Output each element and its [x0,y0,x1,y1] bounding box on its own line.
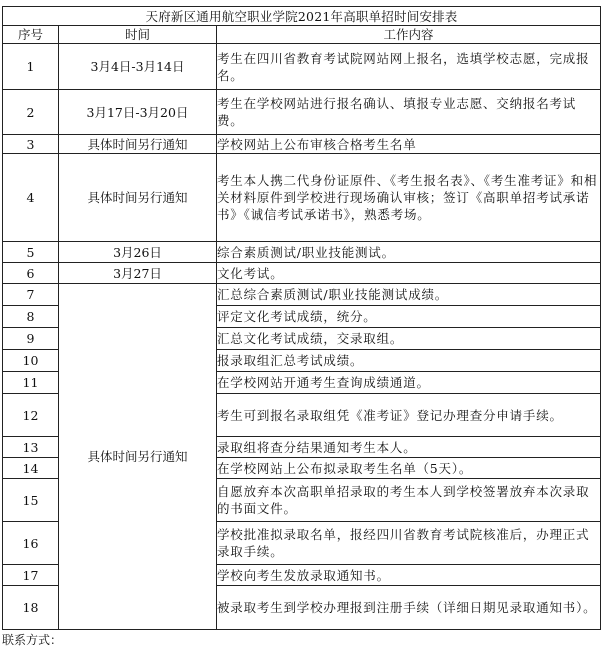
row-work: 在学校网站开通考生查询成绩通道。 [217,372,601,394]
table-row [3,90,601,135]
footnote: 联系方式： [2,633,63,647]
row-num: 15 [3,479,59,522]
row-time: 具体时间另行通知 [59,135,217,154]
row-num: 7 [3,284,59,306]
row-work: 考生在四川省教育考试院网站网上报名，选填学校志愿，完成报名。 [217,44,601,90]
row-num: 12 [3,394,59,437]
row-work: 评定文化考试成绩，统分。 [217,306,601,328]
row-work: 考生可到报名录取组凭《准考证》登记办理查分申请手续。 [217,394,601,437]
title-row [3,7,601,26]
table-row [3,154,601,242]
row-work: 学校向考生发放录取通知书。 [217,565,601,586]
row-num: 10 [3,350,59,372]
table-row [3,263,601,284]
row-work: 报录取组汇总考试成绩。 [217,350,601,372]
row-num: 16 [3,522,59,565]
header-work: 工作内容 [217,26,601,44]
row-num: 1 [3,44,59,90]
row-num: 8 [3,306,59,328]
row-time: 具体时间另行通知 [59,154,217,242]
row-num: 9 [3,328,59,350]
table-row [3,135,601,154]
row-time: 3月4日-3月14日 [59,44,217,90]
row-num: 4 [3,154,59,242]
row-work: 在学校网站上公布拟录取考生名单（5天）。 [217,458,601,479]
row-work: 考生在学校网站进行报名确认、填报专业志愿、交纳报名考试费。 [217,90,601,135]
row-num: 6 [3,263,59,284]
header-row [3,26,601,44]
row-time: 3月17日-3月20日 [59,90,217,135]
row-work: 学校批准拟录取名单，报经四川省教育考试院核准后，办理正式录取手续。 [217,522,601,565]
row-work: 汇总综合素质测试/职业技能测试成绩。 [217,284,601,306]
table-title: 天府新区通用航空职业学院2021年高职单招时间安排表 [3,7,601,26]
row-work: 考生本人携二代身份证原件、《考生报名表》、《考生准考证》和相关材料原件到学校进行现场确认审核；签订《高职单招考试承诺书》《诚信考试承诺书》，熟悉考场。 [217,154,601,242]
row-num: 2 [3,90,59,135]
merged-time-cell: 具体时间另行通知 [59,284,217,630]
row-num: 18 [3,586,59,630]
row-num: 14 [3,458,59,479]
row-work: 综合素质测试/职业技能测试。 [217,242,601,263]
row-work: 汇总文化考试成绩，交录取组。 [217,328,601,350]
row-time: 3月27日 [59,263,217,284]
row-time: 3月26日 [59,242,217,263]
row-num: 17 [3,565,59,586]
row-num: 5 [3,242,59,263]
row-work: 被录取考生到学校办理报到注册手续（详细日期见录取通知书）。 [217,586,601,630]
row-work: 自愿放弃本次高职单招录取的考生本人到学校签署放弃本次录取的书面文件。 [217,479,601,522]
row-num: 11 [3,372,59,394]
table-row [3,242,601,263]
header-num: 序号 [3,26,59,44]
table-row [3,284,601,306]
schedule-table [2,6,601,630]
row-work: 文化考试。 [217,263,601,284]
row-work: 录取组将查分结果通知考生本人。 [217,437,601,458]
row-num: 3 [3,135,59,154]
table-row [3,44,601,90]
row-work: 学校网站上公布审核合格考生名单 [217,135,601,154]
row-num: 13 [3,437,59,458]
header-time: 时间 [59,26,217,44]
